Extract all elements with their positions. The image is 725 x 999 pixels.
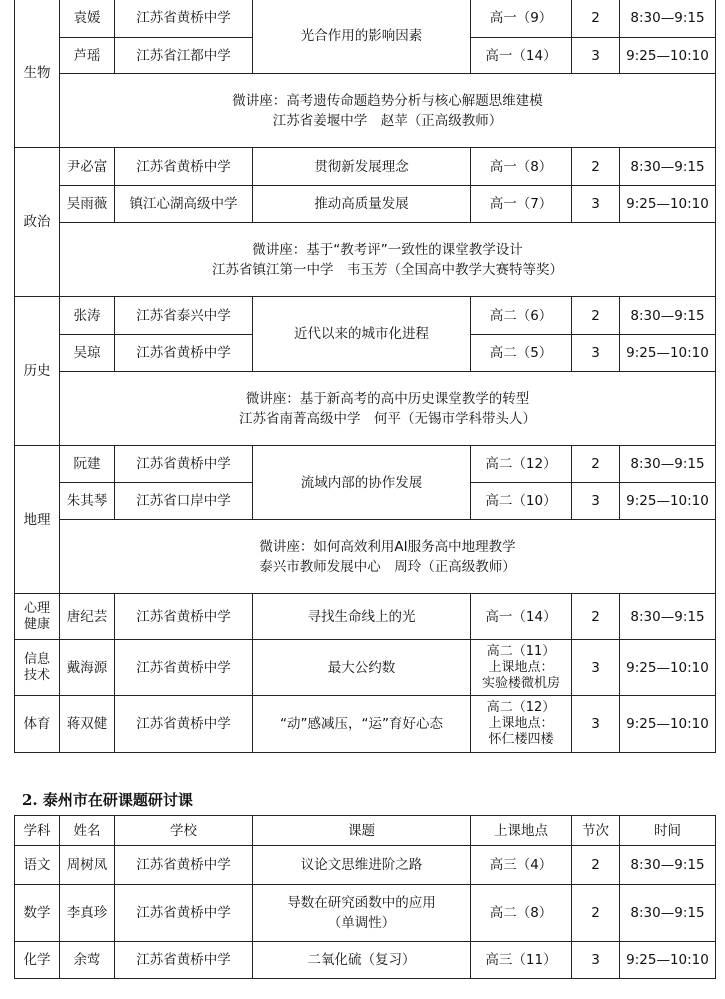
- time-cell: 8:30—9:15: [620, 148, 716, 186]
- subject-line: 信息: [23, 651, 50, 667]
- class-cell: 高一（14）: [471, 38, 572, 74]
- header-name: 姓名: [60, 816, 115, 846]
- time-cell: 8:30—9:15: [620, 594, 716, 640]
- lesson-topic: 议论文思维进阶之路: [253, 846, 471, 885]
- class-line: 高二（11）: [486, 643, 556, 659]
- school-name: 江苏省江都中学: [115, 38, 253, 74]
- lesson-topic: 二氧化硫（复习）: [253, 942, 471, 979]
- period-cell: 3: [572, 38, 620, 74]
- class-cell: 高二（12）: [471, 446, 572, 483]
- header-topic: 课题: [253, 816, 471, 846]
- class-cell: 高二（8）: [471, 885, 572, 942]
- table-row: [15, 186, 716, 223]
- table-row: [15, 885, 716, 942]
- header-school: 学校: [115, 816, 253, 846]
- class-cell: [471, 640, 572, 696]
- teacher-name: 蒋双健: [60, 696, 115, 753]
- subject-cell: [15, 640, 60, 696]
- schedule-table-2: [14, 815, 716, 979]
- lesson-topic: 近代以来的城市化进程: [253, 297, 471, 372]
- period-cell: 3: [572, 640, 620, 696]
- school-name: 江苏省黄桥中学: [115, 696, 253, 753]
- class-line: 怀仁楼四楼: [488, 732, 554, 747]
- school-name: 江苏省黄桥中学: [115, 942, 253, 979]
- table-row: [15, 640, 716, 696]
- teacher-name: 吴琼: [60, 335, 115, 372]
- period-cell: 2: [572, 297, 620, 335]
- school-name: 江苏省黄桥中学: [115, 446, 253, 483]
- header-row: [15, 816, 716, 846]
- school-name: 镇江心湖高级中学: [115, 186, 253, 223]
- class-line: 上课地点：: [488, 716, 554, 731]
- teacher-name: 袁媛: [60, 0, 115, 38]
- class-cell: 高一（14）: [471, 594, 572, 640]
- lecture-cell: [60, 520, 716, 594]
- period-cell: 2: [572, 0, 620, 38]
- subject-cell: 体育: [15, 696, 60, 753]
- school-name: 江苏省黄桥中学: [115, 640, 253, 696]
- header-place: 上课地点: [471, 816, 572, 846]
- schedule-table-1: [14, 0, 716, 753]
- header-subject: 学科: [15, 816, 60, 846]
- school-name: 江苏省泰兴中学: [115, 297, 253, 335]
- class-cell: 高一（8）: [471, 148, 572, 186]
- lesson-topic: 流域内部的协作发展: [253, 446, 471, 520]
- school-name: 江苏省黄桥中学: [115, 885, 253, 942]
- time-cell: 9:25—10:10: [620, 640, 716, 696]
- table-row: [15, 594, 716, 640]
- period-cell: 2: [572, 446, 620, 483]
- class-cell: 高一（7）: [471, 186, 572, 223]
- time-cell: 8:30—9:15: [620, 0, 716, 38]
- lesson-topic: 最大公约数: [253, 640, 471, 696]
- lecture-title: 微讲座：基于新高考的高中历史课堂教学的转型: [245, 390, 530, 407]
- subject-cell: [15, 594, 60, 640]
- lecture-cell: [60, 223, 716, 297]
- header-period: 节次: [572, 816, 620, 846]
- period-cell: 2: [572, 846, 620, 885]
- school-name: 江苏省黄桥中学: [115, 594, 253, 640]
- time-cell: 8:30—9:15: [620, 846, 716, 885]
- lecture-row: [15, 520, 716, 594]
- lesson-topic: 推动高质量发展: [253, 186, 471, 223]
- time-cell: 9:25—10:10: [620, 483, 716, 520]
- subject-cell: 政治: [15, 148, 60, 297]
- class-line: 上课地点：: [488, 659, 554, 675]
- period-cell: 3: [572, 696, 620, 753]
- table-row: [15, 446, 716, 483]
- time-cell: 9:25—10:10: [620, 942, 716, 979]
- table-row: [15, 0, 716, 38]
- lecture-cell: [60, 74, 716, 148]
- lesson-topic: 光合作用的影响因素: [253, 0, 471, 74]
- subject-cell: 地理: [15, 446, 60, 594]
- topic-line: 导数在研究函数中的应用: [287, 895, 436, 911]
- teacher-name: 唐纪芸: [60, 594, 115, 640]
- period-cell: 2: [572, 594, 620, 640]
- subject-line: 技术: [23, 667, 50, 683]
- header-time: 时间: [620, 816, 716, 846]
- lecture-row: [15, 74, 716, 148]
- time-cell: 8:30—9:15: [620, 885, 716, 942]
- section-title: 2. 泰州市在研课题研讨课: [22, 791, 193, 809]
- lesson-topic: 寻找生命线上的光: [253, 594, 471, 640]
- subject-line: 健康: [23, 616, 50, 632]
- lecture-row: [15, 372, 716, 446]
- table-row: [15, 148, 716, 186]
- lesson-topic: [253, 885, 471, 942]
- school-name: 江苏省黄桥中学: [115, 0, 253, 38]
- subject-cell: 历史: [15, 297, 60, 446]
- period-cell: 3: [572, 335, 620, 372]
- teacher-name: 芦瑶: [60, 38, 115, 74]
- class-cell: 高二（10）: [471, 483, 572, 520]
- subject-cell: 语文: [15, 846, 60, 885]
- class-line: 高二（12）: [486, 700, 556, 715]
- teacher-name: 尹必富: [60, 148, 115, 186]
- lecture-title: 微讲座：如何高效利用AI服务高中地理教学: [259, 538, 516, 555]
- school-name: 江苏省口岸中学: [115, 483, 253, 520]
- teacher-name: 阮建: [60, 446, 115, 483]
- lecture-title: 微讲座：基于“教考评”一致性的课堂教学设计: [252, 241, 523, 258]
- class-cell: 高一（9）: [471, 0, 572, 38]
- table-row: [15, 696, 716, 753]
- time-cell: 9:25—10:10: [620, 696, 716, 753]
- teacher-name: 戴海源: [60, 640, 115, 696]
- class-cell: [471, 696, 572, 753]
- class-line: 实验楼微机房: [481, 675, 560, 691]
- time-cell: 8:30—9:15: [620, 297, 716, 335]
- lecture-title: 微讲座：高考遗传命题趋势分析与核心解题思维建模: [232, 92, 543, 109]
- subject-cell: 数学: [15, 885, 60, 942]
- class-cell: 高二（5）: [471, 335, 572, 372]
- class-cell: 高二（6）: [471, 297, 572, 335]
- period-cell: 3: [572, 483, 620, 520]
- period-cell: 2: [572, 148, 620, 186]
- period-cell: 3: [572, 942, 620, 979]
- teacher-name: 余莺: [60, 942, 115, 979]
- time-cell: 8:30—9:15: [620, 446, 716, 483]
- time-cell: 9:25—10:10: [620, 186, 716, 223]
- table-row: [15, 942, 716, 979]
- teacher-name: 吴雨薇: [60, 186, 115, 223]
- lecture-cell: [60, 372, 716, 446]
- lesson-topic: 贯彻新发展理念: [253, 148, 471, 186]
- lecture-speaker: 泰兴市教师发展中心 周玲（正高级教师）: [259, 558, 516, 575]
- lecture-speaker: 江苏省姜堰中学 赵苹（正高级教师）: [272, 112, 503, 129]
- subject-cell: 化学: [15, 942, 60, 979]
- teacher-name: 周树凤: [60, 846, 115, 885]
- school-name: 江苏省黄桥中学: [115, 148, 253, 186]
- teacher-name: 朱其琴: [60, 483, 115, 520]
- teacher-name: 李真珍: [60, 885, 115, 942]
- lecture-row: [15, 223, 716, 297]
- time-cell: 9:25—10:10: [620, 38, 716, 74]
- teacher-name: 张涛: [60, 297, 115, 335]
- class-cell: 高三（4）: [471, 846, 572, 885]
- topic-line: （单调性）: [327, 915, 396, 931]
- period-cell: 2: [572, 885, 620, 942]
- table-row: [15, 297, 716, 335]
- lecture-speaker: 江苏省南菁高级中学 何平（无锡市学科带头人）: [239, 410, 536, 427]
- period-cell: 3: [572, 186, 620, 223]
- school-name: 江苏省黄桥中学: [115, 846, 253, 885]
- time-cell: 9:25—10:10: [620, 335, 716, 372]
- table-row: [15, 846, 716, 885]
- lecture-speaker: 江苏省镇江第一中学 韦玉芳（全国高中教学大赛特等奖）: [212, 261, 563, 278]
- lesson-topic: “动”感减压，“运”育好心态: [253, 696, 471, 753]
- class-cell: 高三（11）: [471, 942, 572, 979]
- subject-cell: 生物: [15, 0, 60, 148]
- school-name: 江苏省黄桥中学: [115, 335, 253, 372]
- subject-line: 心理: [23, 600, 50, 616]
